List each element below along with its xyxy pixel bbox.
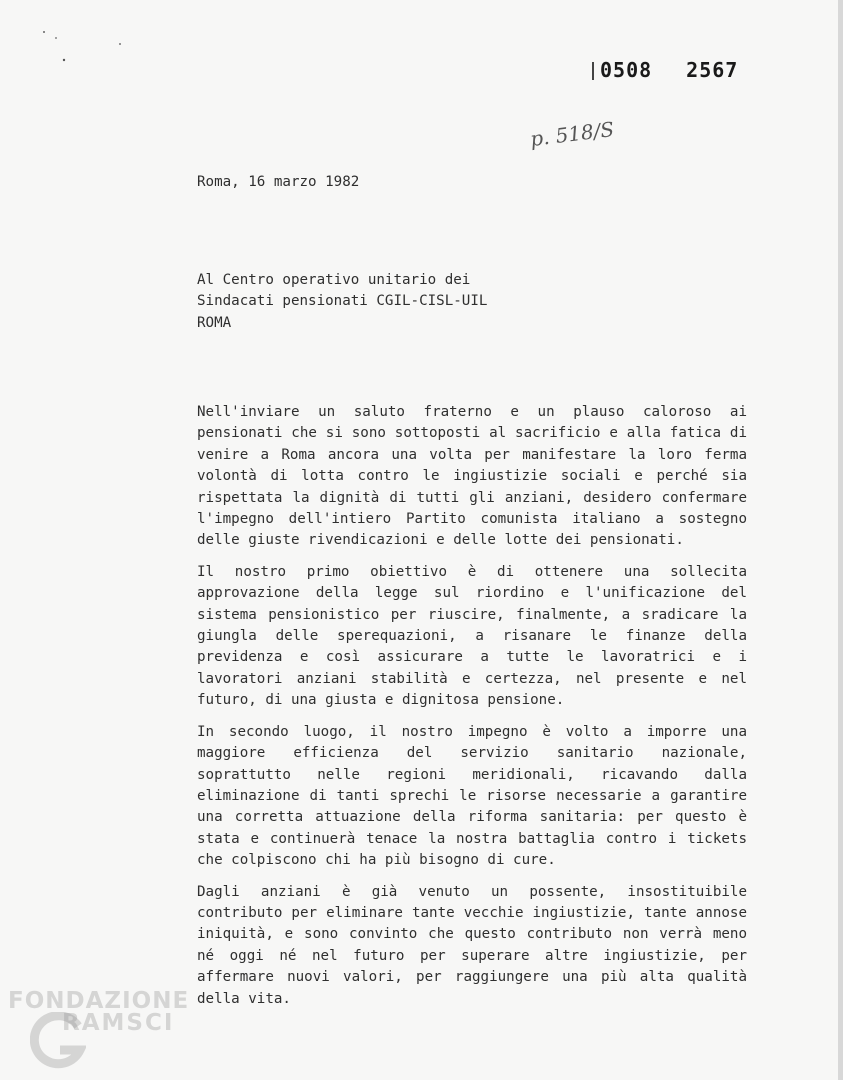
recipient-line: Al Centro operativo unitario dei [197, 272, 471, 288]
recipient-line: Sindacati pensionati CGIL-CISL-UIL [197, 293, 488, 310]
date-line: Roma, 16 marzo 1982 [197, 174, 360, 190]
body-paragraph: Dagli anziani è già venuto un possente, insostituibile contributo per eliminare tante vecchie ingiustizie, tante annose iniquità, e sono convinto che questo contributo non verrà meno né oggi né nel futuro per superare altre ingiustizie, per affermare nuovi valori, per raggiungere una più alta qualità della vita. [197, 883, 747, 1007]
recipient-line: ROMA [197, 314, 232, 331]
body-paragraph: Nell'inviare un saluto fraterno e un plauso caloroso ai pensionati che si sono sottoposti al sacrificio e alla fatica di venire a Roma ancora una volta per manifestare la loro ferma volontà di lotta contro le ingiustizie sociali e perché sia rispettata la dignità di tutti gli anziani, desidero confermare l'impegno dell'intiero Partito comunista italiano a sostegno delle giuste rivendicazioni e delle lotte dei pensionati. [197, 404, 747, 549]
archive-number [600, 58, 738, 82]
body-paragraph: Il nostro primo obiettivo è di ottenere una sollecita approvazione della legge sul riordino e l'unificazione del sistema pensionistico per riuscire, finalmente, a sradicare la giungla delle sperequazioni, a risanare le finanze della previdenza e così assicurare a tutte le lavoratrici e i lavoratori anziani stabilità e certezza, nel presente e nel futuro, di una giusta e dignitosa pensione. [197, 563, 747, 709]
recipient-address [197, 270, 747, 334]
archive-stamp-mark [592, 62, 594, 80]
watermark [8, 988, 189, 1036]
archive-number-right: 2567 [686, 58, 739, 82]
letter-body [197, 402, 747, 1020]
archive-number-left: 0508 [600, 58, 653, 82]
watermark-line2: RAMSCI [62, 1010, 175, 1036]
watermark-line1: FONDAZIONE [8, 988, 190, 1014]
handwritten-page-reference: p. 518/S [528, 116, 616, 152]
body-paragraph: In secondo luogo, il nostro impegno è volto a imporre una maggiore efficienza del servizio sanitario nazionale, soprattutto nelle regioni meridionali, ricavando dalla eliminazione di tanti sprechi le risorse necessarie a garantire una corretta attuazione della riforma sanitaria: per questo è stata e continuerà tenace la nostra battaglia contro i tickets che colpiscono chi ha più bisogno di cure. [197, 723, 747, 869]
paper-specks [40, 30, 130, 70]
